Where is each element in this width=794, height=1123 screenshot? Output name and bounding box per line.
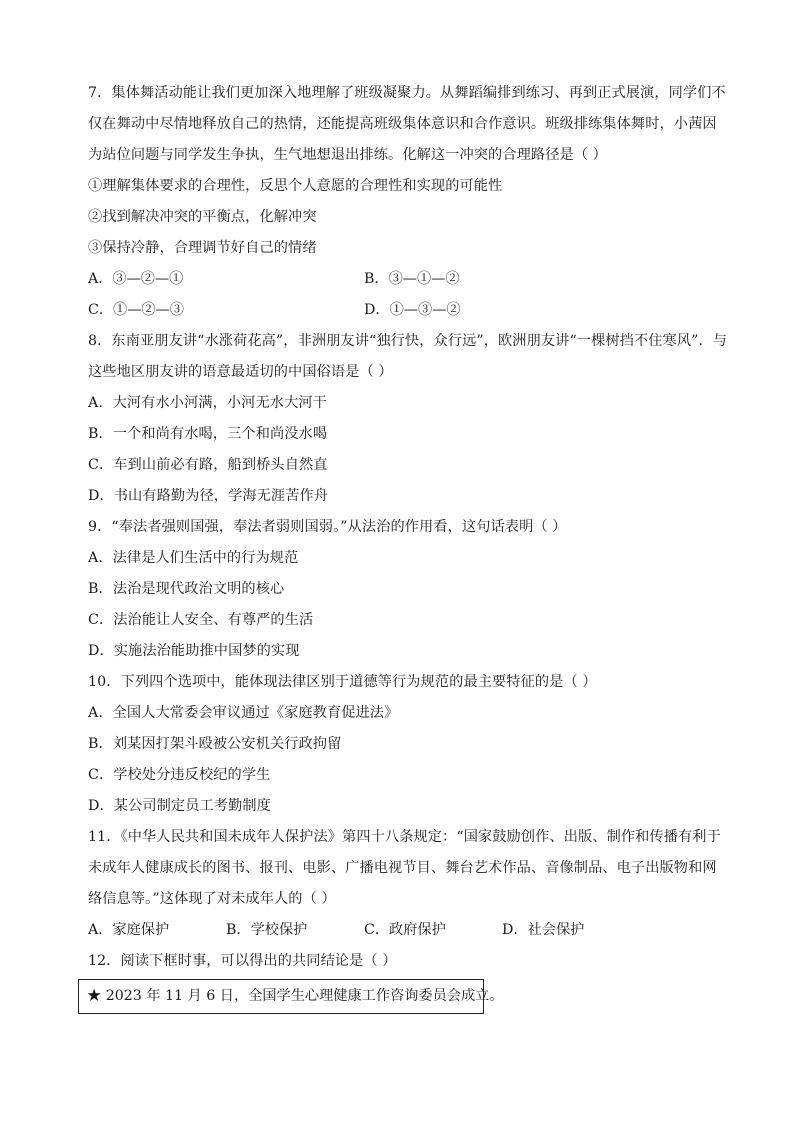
news-box: ★ 2023 年 11 月 6 日，全国学生心理健康工作咨询委员会成立。 <box>78 979 484 1014</box>
option-a[interactable]: A．全国人大常委会审议通过《家庭教育促进法》 <box>88 705 399 721</box>
question-12 <box>88 946 714 1014</box>
question-stem: 络信息等。”这体现了对未成年人的（ ） <box>88 891 336 907</box>
question-10 <box>88 667 714 822</box>
options-row <box>88 295 714 326</box>
statement: ①理解集体要求的合理性，反思个人意愿的合理性和实现的可能性 <box>88 178 503 194</box>
option-d[interactable]: D．书山有路勤为径，学海无涯苦作舟 <box>88 488 329 504</box>
option-b[interactable]: B．一个和尚有水喝，三个和尚没水喝 <box>88 426 328 442</box>
option-d[interactable]: D．某公司制定员工考勤制度 <box>88 798 271 814</box>
statement: ②找到解决冲突的平衡点，化解冲突 <box>88 209 317 225</box>
option-b[interactable]: B．学校保护 <box>226 922 308 938</box>
option-c[interactable]: C．学校处分违反校纪的学生 <box>88 767 271 783</box>
question-stem: 这些地区朋友讲的语意最适切的中国俗语是（ ） <box>88 364 393 380</box>
question-stem: 为站位问题与同学发生争执，生气地想退出排练。化解这一冲突的合理路径是（ ） <box>88 147 607 163</box>
question-stem: 仅在舞动中尽情地释放自己的热情，还能提高班级集体意识和合作意识。班级排练集体舞时，小茜因 <box>88 116 717 132</box>
option-c[interactable]: C．车到山前必有路，船到桥头自然直 <box>88 457 328 473</box>
option-c[interactable]: C．法治能让人安全、有尊严的生活 <box>88 612 314 628</box>
question-stem: 7．集体舞活动能让我们更加深入地理解了班级凝聚力。从舞蹈编排到练习、再到正式展演，同学们不 <box>88 85 726 101</box>
option-a[interactable]: A．大河有水小河满，小河无水大河干 <box>88 395 327 411</box>
question-stem: 11．《中华人民共和国未成年人保护法》第四十八条规定：“国家鼓励创作、出版、制作和传播有利于 <box>88 829 721 845</box>
option-d[interactable]: D．社会保护 <box>502 922 585 938</box>
question-8 <box>88 326 728 512</box>
question-stem: 未成年人健康成长的图书、报刊、电影、广播电视节目、舞台艺术作品、音像制品、电子出版物和网 <box>88 860 717 876</box>
question-11 <box>88 822 721 946</box>
question-stem: 10．下列四个选项中，能体现法律区别于道德等行为规范的最主要特征的是（ ） <box>88 674 597 690</box>
option-a[interactable]: A．法律是人们生活中的行为规范 <box>88 550 299 566</box>
option-d[interactable]: D．实施法治能助推中国梦的实现 <box>88 643 300 659</box>
question-stem: 12．阅读下框时事，可以得出的共同结论是（ ） <box>88 953 397 969</box>
option-b[interactable]: B．法治是现代政治文明的核心 <box>88 581 285 597</box>
question-stem: 9．“奉法者强则国强，奉法者弱则国弱。”从法治的作用看，这句话表明（ ） <box>88 519 567 535</box>
options-row <box>88 915 714 946</box>
question-stem: 8．东南亚朋友讲“水涨荷花高”，非洲朋友讲“独行快，众行远”，欧洲朋友讲“一棵树挡不住寒风”．与 <box>88 333 728 349</box>
option-d[interactable]: D．①—③—② <box>364 302 461 318</box>
option-a[interactable]: A．家庭保护 <box>88 922 170 938</box>
option-b[interactable]: B．③—①—② <box>364 271 460 287</box>
option-a[interactable]: A．③—②—① <box>88 271 184 287</box>
question-sheet <box>87 78 728 1014</box>
option-c[interactable]: C．①—②—③ <box>88 302 184 318</box>
option-b[interactable]: B．刘某因打架斗殴被公安机关行政拘留 <box>88 736 342 752</box>
question-7 <box>88 78 726 326</box>
statement: ③保持冷静，合理调节好自己的情绪 <box>88 240 317 256</box>
options-row <box>88 264 714 295</box>
question-9 <box>88 512 714 667</box>
option-c[interactable]: C．政府保护 <box>364 922 446 938</box>
